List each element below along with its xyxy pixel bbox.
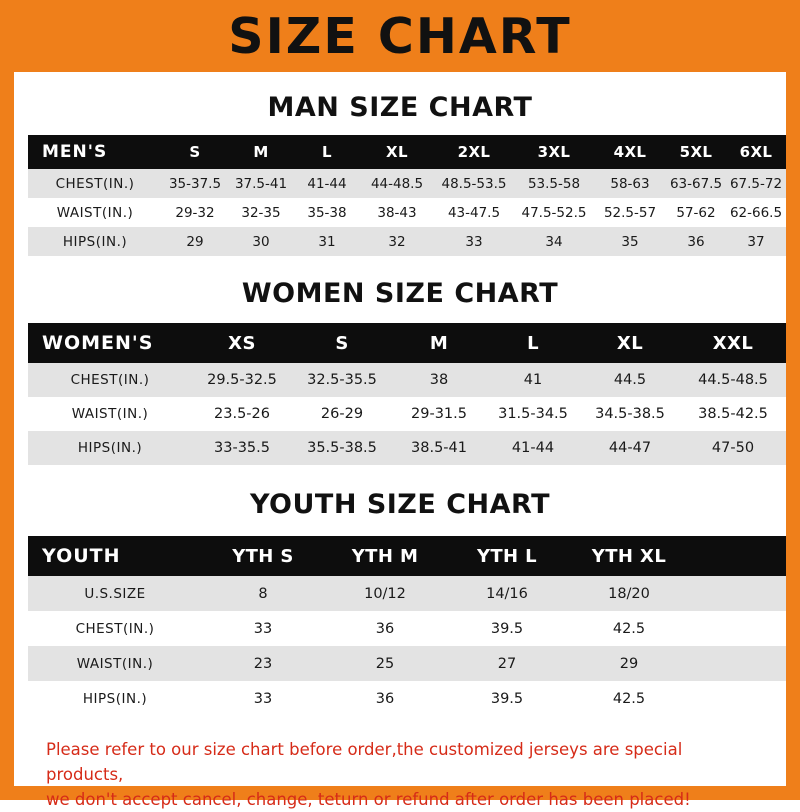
column-header: 4XL (594, 135, 666, 169)
youth-table-head (28, 536, 786, 576)
column-header: S (162, 135, 228, 169)
row-label: CHEST(IN.) (28, 169, 162, 198)
column-header: YOUTH (28, 536, 202, 576)
row-label: HIPS(IN.) (28, 431, 192, 465)
youth-size-table (28, 536, 786, 716)
table-cell: 14/16 (446, 576, 568, 611)
table-cell: 29 (568, 646, 690, 681)
table-header-row (28, 323, 786, 363)
table-row (28, 227, 786, 256)
table-cell-empty (690, 646, 786, 681)
table-cell: 44.5-48.5 (680, 363, 786, 397)
column-header: 6XL (726, 135, 786, 169)
table-row (28, 431, 786, 465)
table-cell-empty (690, 611, 786, 646)
table-row (28, 169, 786, 198)
table-cell: 63-67.5 (666, 169, 726, 198)
table-cell: 44-48.5 (360, 169, 434, 198)
table-cell: 32 (360, 227, 434, 256)
table-cell: 32.5-35.5 (292, 363, 392, 397)
table-cell: 47-50 (680, 431, 786, 465)
table-cell: 31 (294, 227, 360, 256)
table-row (28, 646, 786, 681)
women-size-table (28, 323, 786, 465)
row-label: WAIST(IN.) (28, 646, 202, 681)
table-cell: 62-66.5 (726, 198, 786, 227)
column-header: L (294, 135, 360, 169)
table-cell: 43-47.5 (434, 198, 514, 227)
column-header: 2XL (434, 135, 514, 169)
table-cell: 41-44 (294, 169, 360, 198)
table-cell: 44-47 (580, 431, 680, 465)
column-header: YTH M (324, 536, 446, 576)
table-cell: 36 (324, 681, 446, 716)
table-cell: 26-29 (292, 397, 392, 431)
table-cell: 29-32 (162, 198, 228, 227)
table-cell: 48.5-53.5 (434, 169, 514, 198)
table-cell: 38 (392, 363, 486, 397)
notice-line-2: we don't accept cancel, change, teturn or refund after order has been placed! (46, 788, 754, 812)
table-cell: 10/12 (324, 576, 446, 611)
table-cell: 30 (228, 227, 294, 256)
youth-table-body (28, 576, 786, 716)
row-label: CHEST(IN.) (28, 363, 192, 397)
column-header: YTH S (202, 536, 324, 576)
table-cell: 41 (486, 363, 580, 397)
column-header: WOMEN'S (28, 323, 192, 363)
man-section-title: MAN SIZE CHART (28, 92, 772, 123)
women-section-title: WOMEN SIZE CHART (28, 278, 772, 309)
table-cell-empty (690, 681, 786, 716)
table-cell: 25 (324, 646, 446, 681)
column-header: M (228, 135, 294, 169)
page-title: SIZE CHART (228, 12, 571, 61)
row-label: CHEST(IN.) (28, 611, 202, 646)
row-label: U.S.SIZE (28, 576, 202, 611)
column-header: XS (192, 323, 292, 363)
women-table-body (28, 363, 786, 465)
table-row (28, 397, 786, 431)
man-size-table (28, 135, 786, 256)
table-header-row (28, 135, 786, 169)
table-row (28, 611, 786, 646)
column-header: XL (580, 323, 680, 363)
row-label: HIPS(IN.) (28, 681, 202, 716)
table-cell: 38.5-41 (392, 431, 486, 465)
table-cell: 35-38 (294, 198, 360, 227)
table-cell: 33 (202, 611, 324, 646)
table-cell: 8 (202, 576, 324, 611)
table-cell: 33 (202, 681, 324, 716)
table-cell: 42.5 (568, 681, 690, 716)
table-cell: 44.5 (580, 363, 680, 397)
table-cell: 67.5-72 (726, 169, 786, 198)
table-cell: 23.5-26 (192, 397, 292, 431)
table-cell: 35 (594, 227, 666, 256)
table-cell: 31.5-34.5 (486, 397, 580, 431)
column-header: L (486, 323, 580, 363)
table-row (28, 363, 786, 397)
column-header: XL (360, 135, 434, 169)
table-cell: 58-63 (594, 169, 666, 198)
table-row (28, 681, 786, 716)
man-table-head (28, 135, 786, 169)
table-cell: 39.5 (446, 611, 568, 646)
table-cell: 27 (446, 646, 568, 681)
table-cell: 37 (726, 227, 786, 256)
table-row (28, 576, 786, 611)
table-cell: 33-35.5 (192, 431, 292, 465)
table-cell: 37.5-41 (228, 169, 294, 198)
table-cell: 53.5-58 (514, 169, 594, 198)
women-table-head (28, 323, 786, 363)
column-header: S (292, 323, 392, 363)
table-cell: 57-62 (666, 198, 726, 227)
row-label: WAIST(IN.) (28, 198, 162, 227)
row-label: WAIST(IN.) (28, 397, 192, 431)
table-cell: 29.5-32.5 (192, 363, 292, 397)
column-header: YTH L (446, 536, 568, 576)
chart-content (14, 92, 786, 812)
table-cell: 18/20 (568, 576, 690, 611)
table-cell: 42.5 (568, 611, 690, 646)
table-cell: 39.5 (446, 681, 568, 716)
table-cell: 34 (514, 227, 594, 256)
table-cell: 36 (324, 611, 446, 646)
notice-line-1: Please refer to our size chart before order,the customized jerseys are special products, (46, 738, 754, 788)
column-header: YTH XL (568, 536, 690, 576)
table-cell: 32-35 (228, 198, 294, 227)
column-header: 5XL (666, 135, 726, 169)
man-table-body (28, 169, 786, 256)
table-row (28, 198, 786, 227)
table-cell: 34.5-38.5 (580, 397, 680, 431)
table-cell: 23 (202, 646, 324, 681)
column-header: XXL (680, 323, 786, 363)
table-cell: 41-44 (486, 431, 580, 465)
table-cell: 47.5-52.5 (514, 198, 594, 227)
column-header-spacer (690, 536, 786, 576)
row-label: HIPS(IN.) (28, 227, 162, 256)
table-cell: 36 (666, 227, 726, 256)
table-cell-empty (690, 576, 786, 611)
column-header: 3XL (514, 135, 594, 169)
table-cell: 38.5-42.5 (680, 397, 786, 431)
table-cell: 33 (434, 227, 514, 256)
page-banner (14, 0, 786, 72)
table-header-row (28, 536, 786, 576)
table-cell: 52.5-57 (594, 198, 666, 227)
order-notice (46, 738, 754, 812)
table-cell: 29 (162, 227, 228, 256)
table-cell: 35-37.5 (162, 169, 228, 198)
table-cell: 29-31.5 (392, 397, 486, 431)
table-cell: 35.5-38.5 (292, 431, 392, 465)
column-header: M (392, 323, 486, 363)
table-cell: 38-43 (360, 198, 434, 227)
column-header: MEN'S (28, 135, 162, 169)
youth-section-title: YOUTH SIZE CHART (28, 489, 772, 520)
